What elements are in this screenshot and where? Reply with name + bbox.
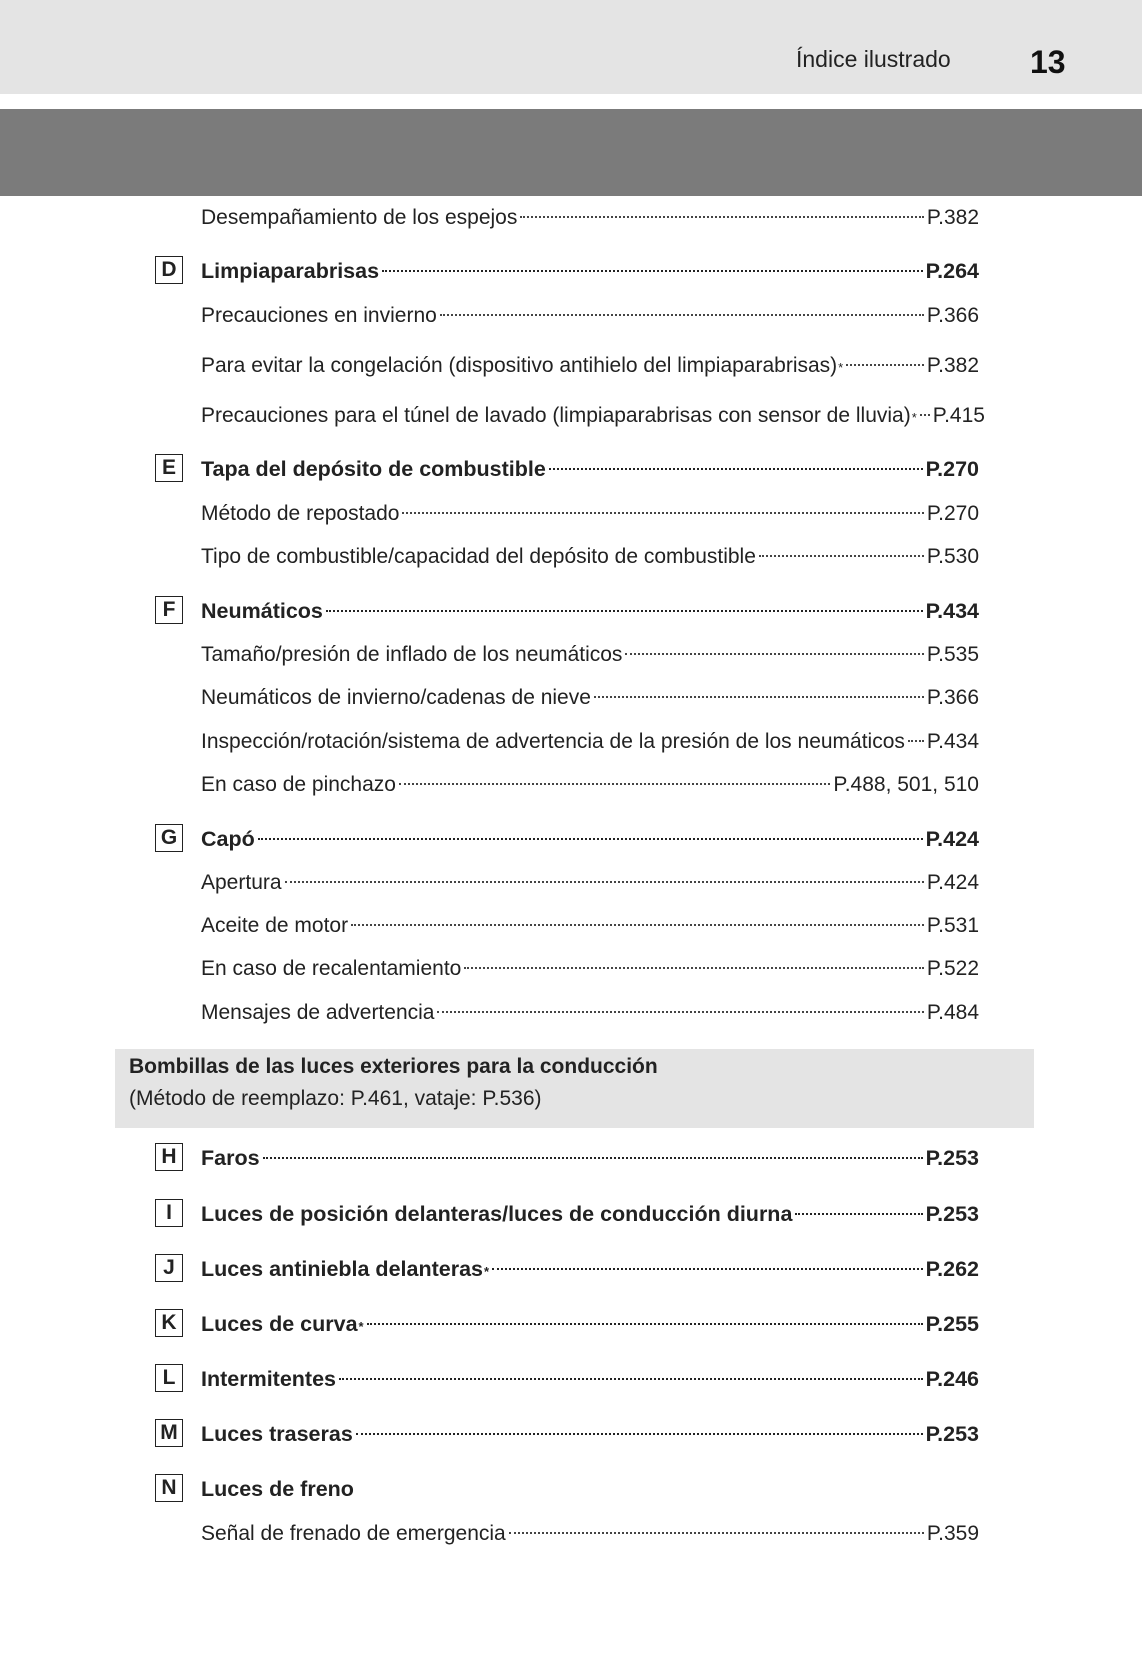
page-reference: P.382 [926,206,979,229]
callout-letter-box: D [155,256,183,284]
dot-leader [509,1532,924,1534]
index-entry [0,1141,1142,1175]
entry-label: Aceite de motor [201,914,349,937]
callout-letter-box: N [155,1474,183,1502]
index-entry [0,681,1142,715]
index-entry [0,822,1142,856]
dot-leader [492,1268,923,1270]
index-entry [0,1197,1142,1231]
entry-label: Mensajes de advertencia [201,1001,435,1024]
index-entry [0,768,1142,802]
index-entry [0,1362,1142,1396]
page-reference: P.270 [925,457,979,481]
entry-label: Luces de curva [201,1312,358,1336]
dot-leader [759,555,924,557]
page-reference: P.434 [925,599,979,623]
dot-leader [795,1213,922,1215]
entry-label: Neumáticos de invierno/cadenas de nieve [201,686,591,709]
entry-label: Intermitentes [201,1367,337,1391]
dot-leader [258,838,923,840]
page-reference: P.366 [926,304,979,327]
page-reference: P.424 [925,827,979,851]
page-reference: P.255 [925,1312,979,1336]
entry-label: Limpiaparabrisas [201,259,380,283]
index-entry [0,254,1142,288]
page-reference: P.530 [926,545,979,568]
index-entry [0,594,1142,628]
callout-letter-box: I [155,1199,183,1227]
index-entry [0,996,1142,1030]
entry-label: Desempañamiento de los espejos [201,206,518,229]
page-reference: P.359 [926,1522,979,1545]
dot-leader [437,1011,923,1013]
index-entry: K Luces de curva * P.255 [0,1307,1142,1341]
dot-leader [846,364,924,366]
dot-leader [285,881,924,883]
index-entry [0,866,1142,900]
entry-label: Para evitar la congelación (dispositivo antihielo del limpiaparabrisas) [201,354,838,377]
dot-leader [402,512,923,514]
index-entry [0,725,1142,759]
dot-leader [920,414,930,416]
page-reference: P.262 [925,1257,979,1281]
page-reference: P.488, 501, 510 [833,773,979,796]
page-reference: P.253 [925,1422,979,1446]
dot-leader [464,967,924,969]
page-reference: P.253 [925,1202,979,1226]
index-entry: Para evitar la congelación (dispositivo antihielo del limpiaparabrisas) * P.382 [0,349,1142,383]
entry-label: Capó [201,827,255,851]
page-reference: P.434 [926,730,979,753]
index-entry [0,452,1142,486]
callout-letter-box: J [155,1254,183,1282]
entry-label: Luces traseras [201,1422,353,1446]
dot-leader [549,468,923,470]
dot-leader [594,696,924,698]
note-subtitle: (Método de reemplazo: P.461, vataje: P.536) [129,1087,542,1110]
page-reference: P.522 [926,957,979,980]
entry-label: Faros [201,1146,260,1170]
entry-label: Luces antiniebla delanteras [201,1257,483,1281]
entry-label: Luces de freno [201,1477,354,1501]
page-reference: P.484 [926,1001,979,1024]
entry-label: En caso de pinchazo [201,773,396,796]
dot-leader [326,610,923,612]
dot-leader [356,1433,923,1435]
dot-leader [520,216,923,218]
entry-label: Precauciones para el túnel de lavado (limpiaparabrisas con sensor de lluvia) [201,404,911,427]
index-entry [0,201,1142,235]
dot-leader [382,270,923,272]
entry-label: Luces de posición delanteras/luces de conducción diurna [201,1202,793,1226]
index-entry [0,952,1142,986]
callout-letter-box: E [155,454,183,482]
section-title: Índice ilustrado [796,46,951,72]
dot-leader [351,924,924,926]
index-entry [0,909,1142,943]
index-entry [0,1472,1142,1506]
entry-label: En caso de recalentamiento [201,957,462,980]
page-reference: P.535 [926,643,979,666]
page-reference: P.270 [926,502,979,525]
callout-letter-box: K [155,1309,183,1337]
callout-letter-box: H [155,1143,183,1171]
note-box [115,1049,1034,1128]
index-entry: Precauciones para el túnel de lavado (limpiaparabrisas con sensor de lluvia) * P.415 [0,399,1142,433]
dot-leader [440,314,924,316]
entry-label: Apertura [201,871,282,894]
dot-leader [399,783,830,785]
note-title: Bombillas de las luces exteriores para la conducción [129,1055,658,1078]
page-reference: P.382 [926,354,979,377]
page-reference: P.424 [926,871,979,894]
page-reference: P.264 [925,259,979,283]
dot-leader [908,740,924,742]
dot-leader [339,1378,923,1380]
entry-label: Tipo de combustible/capacidad del depósito de combustible [201,545,756,568]
entry-label: Inspección/rotación/sistema de advertencia de la presión de los neumáticos [201,730,905,753]
page-reference: P.246 [925,1367,979,1391]
index-entry [0,638,1142,672]
index-entry [0,299,1142,333]
dot-leader [367,1323,923,1325]
callout-letter-box: L [155,1364,183,1392]
page-reference: P.366 [926,686,979,709]
header-band [0,0,1142,94]
page-reference: P.531 [926,914,979,937]
index-entry [0,540,1142,574]
callout-letter-box: M [155,1419,183,1447]
page-reference: P.253 [925,1146,979,1170]
page-reference: P.415 [932,404,985,427]
callout-letter-box: F [155,596,183,624]
section-banner [0,109,1142,196]
index-entry: J Luces antiniebla delanteras * P.262 [0,1252,1142,1286]
callout-letter-box: G [155,824,183,852]
index-entry [0,497,1142,531]
entry-label: Neumáticos [201,599,323,623]
page-number: 13 [1030,44,1066,80]
dot-leader [263,1157,923,1159]
entry-label: Tamaño/presión de inflado de los neumáticos [201,643,623,666]
entry-label: Precauciones en invierno [201,304,437,327]
entry-label: Señal de frenado de emergencia [201,1522,506,1545]
index-entry [0,1417,1142,1451]
dot-leader [625,653,923,655]
entry-label: Método de repostado [201,502,400,525]
entry-label: Tapa del depósito de combustible [201,457,546,481]
index-entry [0,1517,1142,1551]
